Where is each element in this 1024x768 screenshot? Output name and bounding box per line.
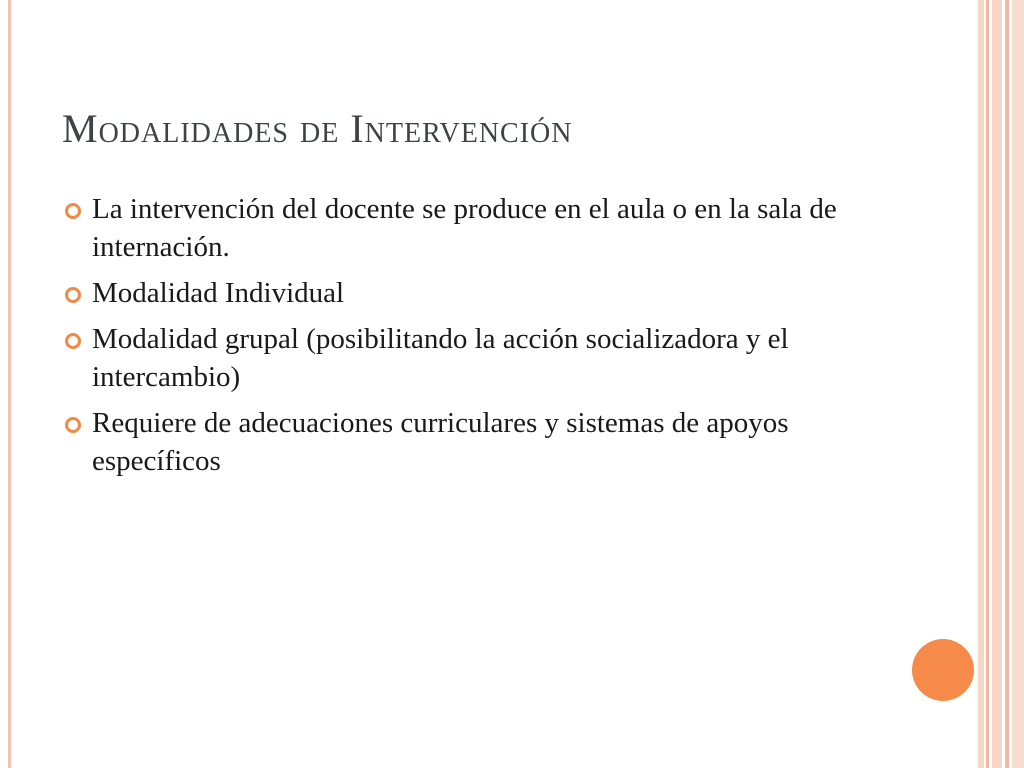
bullet-item [62, 320, 892, 396]
orange-circle-decoration [912, 639, 974, 701]
bullet-text: La intervención del docente se produce en el aula o en la sala de internación. [92, 193, 837, 263]
bullet-list [62, 190, 892, 488]
bullet-item [62, 190, 892, 266]
slide-title: Modalidades de Intervención [62, 106, 573, 151]
ring-bullet-icon [65, 417, 81, 433]
stripe [1012, 0, 1024, 768]
bullet-text: Modalidad grupal (posibilitando la acción socializadora y el intercambio) [92, 323, 789, 393]
stripe [978, 0, 984, 768]
stripe [1005, 0, 1009, 768]
stripe [992, 0, 1002, 768]
left-border-decoration [8, 0, 11, 768]
stripe [986, 0, 989, 768]
ring-bullet-icon [65, 203, 81, 219]
bullet-item [62, 274, 892, 312]
bullet-item [62, 404, 892, 480]
ring-bullet-icon [65, 287, 81, 303]
bullet-text: Requiere de adecuaciones curriculares y sistemas de apoyos específicos [92, 407, 789, 477]
right-stripe-decoration [978, 0, 1024, 768]
ring-bullet-icon [65, 333, 81, 349]
bullet-text: Modalidad Individual [92, 277, 345, 309]
